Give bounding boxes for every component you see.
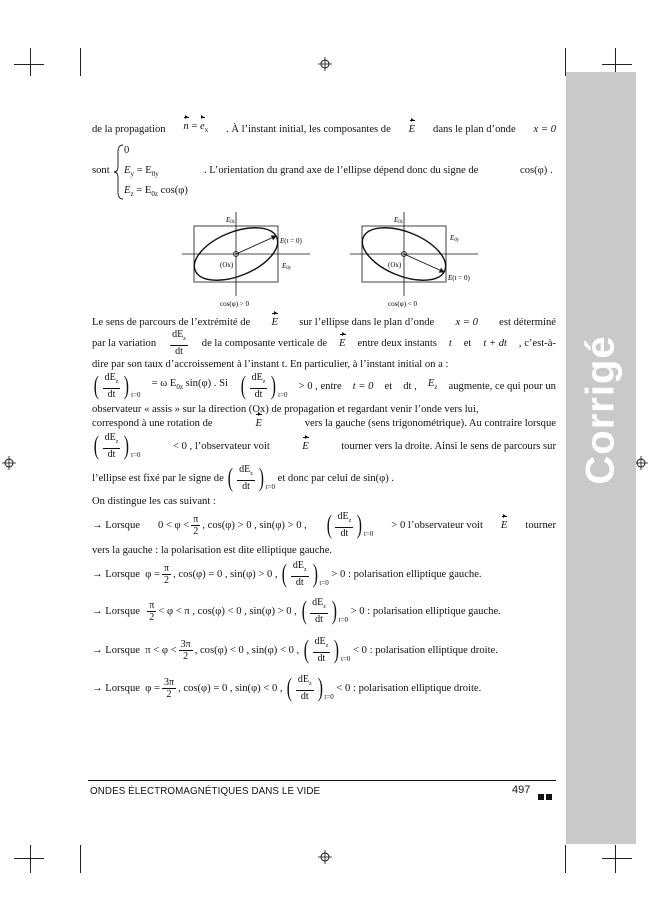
line-cas: On distingue les cas suivant : (92, 496, 216, 507)
case-5: → Lorsque φ = $\frac{3\pi}{2}$ , cos(φ) = 0 , sin(φ) < 0 , ( $\frac{dE_z}{dt}$ ) t=0 < 0 : polarisation elliptique droite. (92, 673, 482, 702)
origin-label: (Ox) (388, 261, 402, 269)
ellipse-diagrams (92, 210, 556, 308)
field-vector (404, 254, 444, 272)
footer-squares (536, 787, 552, 805)
line-observateur: observateur « assis » sur la direction (Ox) de propagation et regardant venir l’onde vers lui, (92, 404, 479, 415)
registration-mark-bottom (318, 850, 332, 864)
case-4: → Lorsque π < φ < $\frac{3\pi}{2}$ , cos(φ) < 0 , sin(φ) < 0 , ( $\frac{dE_z}{dt}$ ) t=0 < 0 : polarisation elliptique droite. (92, 635, 498, 664)
line-rotation: correspond à une rotation de E vers la gauche (sens trigonométrique). Au contraire lorsque (92, 418, 556, 429)
line-variation: par la variation $\frac{dE_z}{dt}$ de la composante verticale de E entre deux instants t et t + dt , c’est-à- (92, 329, 556, 357)
curly-brace (114, 144, 124, 200)
e0z-label: E0z (394, 216, 403, 225)
registration-mark-right (634, 456, 648, 470)
case-1: → Lorsque 0 < φ < $\frac{\pi}{2}$ , cos(φ) > 0 , sin(φ) > 0 , ( $\frac{dE_z}{dt}$ ) t=0 > 0 l’observateur voit E tourner (92, 510, 556, 539)
system-block: sont 0 $E_y = E_{0y}$ $E_z = E_{0z}$ cos(φ) . L’orientation du grand axe de l’ellipse dépend donc du signe de cos(φ) . (92, 145, 553, 199)
e0y-label: E0y (282, 262, 292, 271)
caption-cos-negative: cos(φ) < 0 (388, 300, 417, 308)
diagram-left (182, 210, 312, 308)
e0y-label: E0y (450, 234, 460, 243)
case-2: → Lorsque φ = $\frac{\pi}{2}$ , cos(φ) = 0 , sin(φ) > 0 , ( $\frac{dE_z}{dt}$ ) t=0 > 0 : polarisation elliptique gauche. (92, 559, 482, 588)
sidebar-label: Corrigé (578, 335, 623, 485)
origin-label: (Ox) (220, 261, 234, 269)
line-signe: l’ellipse est fixé par le signe de ( $\frac{dE_z}{dt}$ ) t=0 et donc par celui de sin(φ) . (92, 463, 395, 492)
vector-label: E(t = 0) (280, 237, 302, 245)
case-3: → Lorsque $\frac{\pi}{2}$ < φ < π , cos(φ) < 0 , sin(φ) > 0 , ( $\frac{dE_z}{dt}$ ) t=0 > 0 : polarisation elliptique gauche. (92, 596, 501, 625)
line-initial: ( $\frac{dE_z}{dt}$ ) t=0 = ω $E_{0z}$ sin(φ) . Si ( $\frac{dE_z}{dt}$ ) t=0 > 0 , entre t = 0 et dt , $E_z$ augmente, ce qui pour un (93, 371, 556, 400)
field-vector (236, 236, 276, 254)
vector-label: E(t = 0) (448, 274, 470, 282)
line-sens-parcours: Le sens de parcours de l’extrémité de E sur l’ellipse dans le plan d’onde x = 0 est déterminé (92, 316, 556, 328)
registration-mark-left (2, 456, 16, 470)
diagram-right (350, 210, 480, 308)
case-1-continued: vers la gauche : la polarisation est dite elliptique gauche. (92, 545, 333, 556)
line-propagation: de la propagation $n = e_x$ . À l’instant initial, les composantes de E dans le plan d’onde x = 0 (92, 121, 556, 135)
line-taux: dire par son taux d’accroissement à l’instant t. En particulier, à l’instant initial on a : (92, 359, 449, 370)
footer-rule (88, 780, 556, 781)
footer-chapter-title: ONDES ÉLECTROMAGNÉTIQUES DANS LE VIDE (90, 786, 321, 797)
registration-mark-top (318, 57, 332, 71)
main-content (92, 120, 556, 707)
page-number: 497 (512, 784, 531, 796)
caption-cos-positive: cos(φ) > 0 (220, 300, 249, 308)
e0z-label: E0z (226, 216, 235, 225)
line-contraire: ( $\frac{dE_z}{dt}$ ) t=0 < 0 , l’observateur voit E tourner vers la droite. Ainsi le sens de parcours sur (93, 431, 556, 460)
